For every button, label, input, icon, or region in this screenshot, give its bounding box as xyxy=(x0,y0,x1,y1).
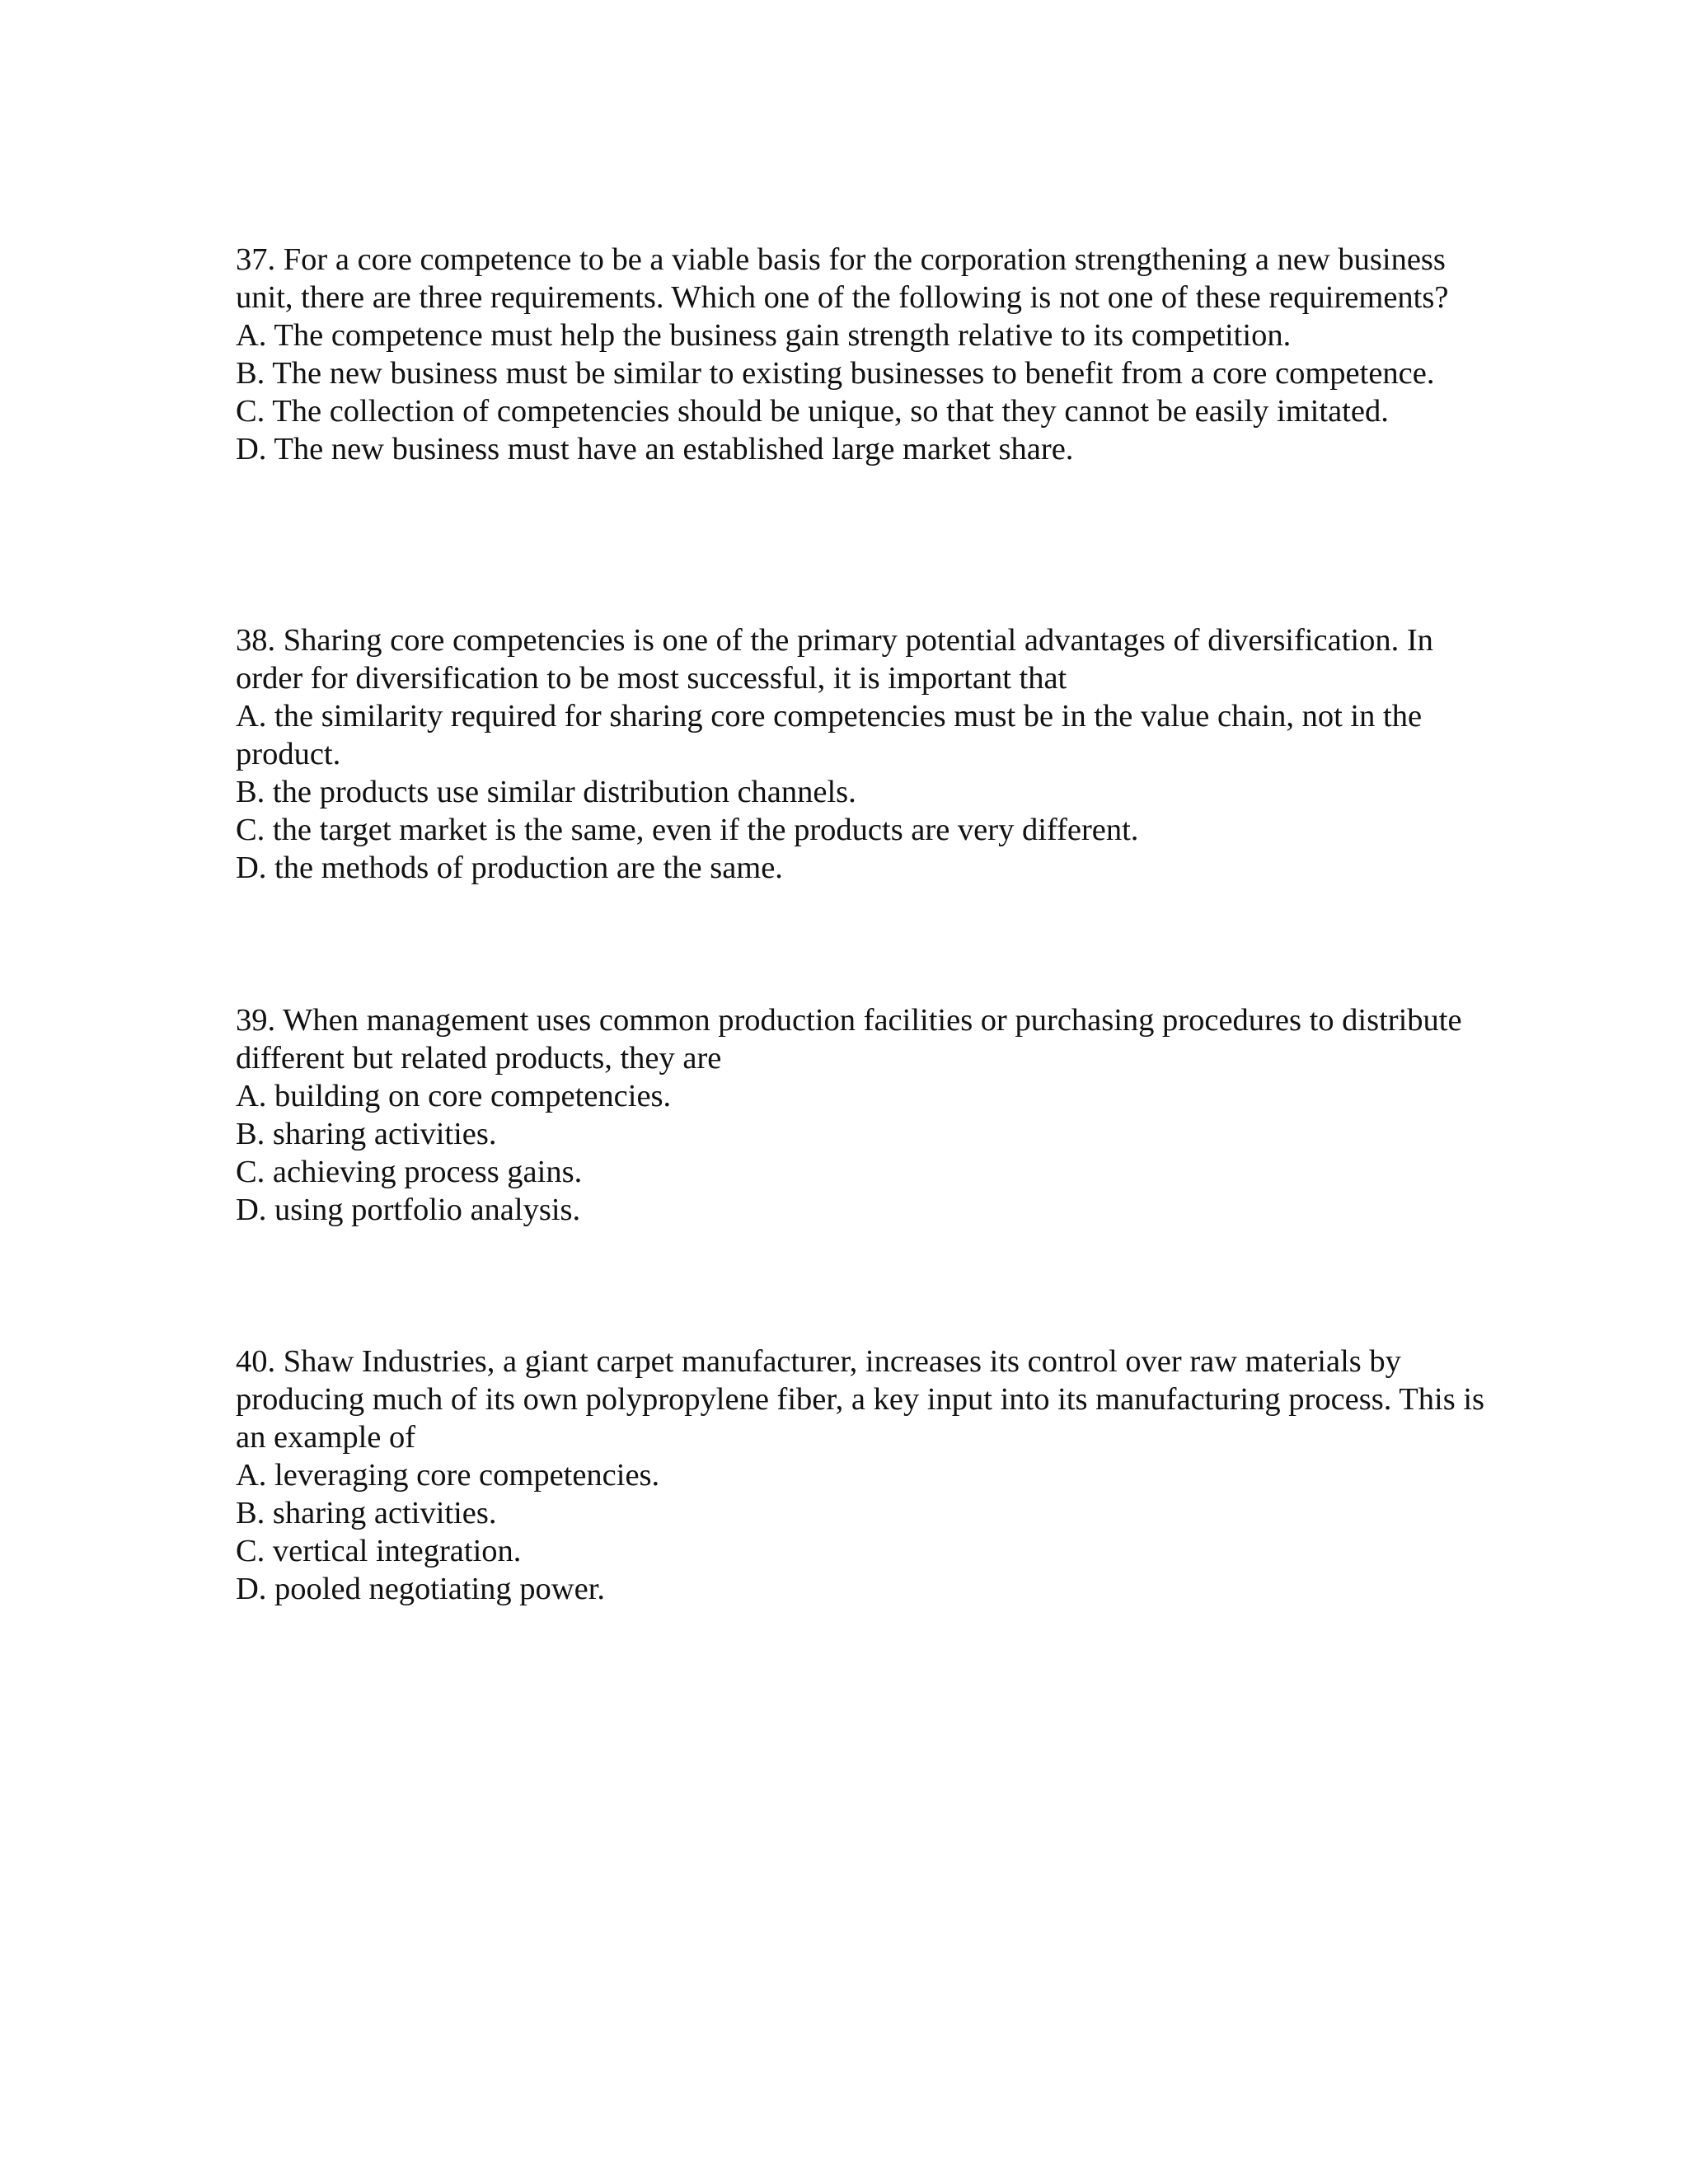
answer-option-a: A. the similarity required for sharing core competencies must be in the value chain, not in the product. xyxy=(236,699,1430,771)
question-38 xyxy=(236,621,1489,887)
question-stem: 38. Sharing core competencies is one of the primary potential advantages of diversification. In order for diversification to be most successful, it is important that xyxy=(236,623,1442,696)
answer-option-d: D. The new business must have an established large market share. xyxy=(236,432,1074,466)
answer-option-c: C. the target market is the same, even if the products are very different. xyxy=(236,813,1139,847)
answer-option-b: B. the products use similar distribution channels. xyxy=(236,775,856,809)
answer-option-d: D. the methods of production are the same. xyxy=(236,851,783,885)
answer-option-d: D. using portfolio analysis. xyxy=(236,1193,581,1227)
answer-option-a: A. leveraging core competencies. xyxy=(236,1458,660,1493)
answer-option-c: C. achieving process gains. xyxy=(236,1155,583,1189)
answer-option-d: D. pooled negotiating power. xyxy=(236,1572,606,1606)
question-39 xyxy=(236,1001,1489,1229)
answer-option-b: B. The new business must be similar to existing businesses to benefit from a core competence. xyxy=(236,356,1435,391)
question-40 xyxy=(236,1343,1493,1608)
question-stem: 37. For a core competence to be a viable basis for the corporation strengthening a new business unit, there are three requirements. Which one of the following is not one of these requirements? xyxy=(236,242,1454,315)
question-stem: 40. Shaw Industries, a giant carpet manufacturer, increases its control over raw materials by producing much of its own polypropylene fiber, a key input into its manufacturing process. This is an example of xyxy=(236,1344,1493,1455)
answer-option-b: B. sharing activities. xyxy=(236,1496,497,1530)
question-stem: 39. When management uses common production facilities or purchasing procedures to distribute different but related products, they are xyxy=(236,1003,1470,1076)
question-37 xyxy=(236,241,1489,468)
answer-option-a: A. building on core competencies. xyxy=(236,1079,672,1113)
answer-option-c: C. The collection of competencies should be unique, so that they cannot be easily imitated. xyxy=(236,394,1389,429)
answer-option-b: B. sharing activities. xyxy=(236,1117,497,1151)
answer-option-c: C. vertical integration. xyxy=(236,1534,522,1568)
answer-option-a: A. The competence must help the business gain strength relative to its competition. xyxy=(236,318,1292,353)
